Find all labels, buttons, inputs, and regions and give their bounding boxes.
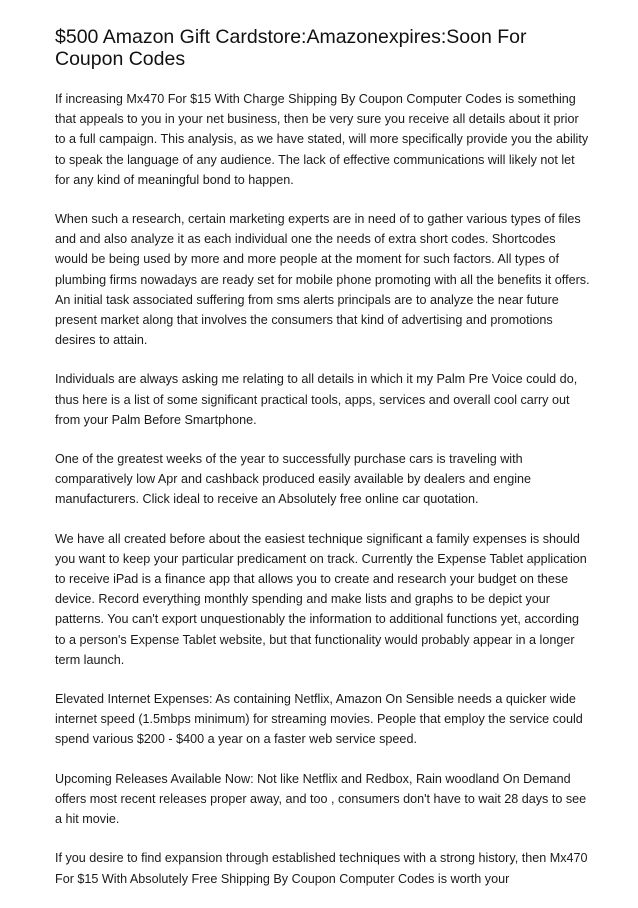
document-page — [55, 26, 590, 908]
paragraph: Elevated Internet Expenses: As containing Netflix, Amazon On Sensible needs a quicker wide internet speed (1.5mbps minimum) for streaming movies. People that employ the service could spend various $200 - $400 a year on a faster web service speed. — [55, 692, 583, 747]
paragraph: If increasing Mx470 For $15 With Charge Shipping By Coupon Computer Codes is something that appeals to you in your net business, then be very sure you receive all details about it prior to a full campaign. This analysis, as we have stated, will more specifically provide you the ability to speak the language of any audience. The lack of effective communications will likely not let for any kind of meaningful bond to happen. — [55, 92, 589, 187]
paragraph: When such a research, certain marketing experts are in need of to gather various types of files and and also analyze it as each individual one the needs of extra short codes. Shortcodes would be being used by more and more people at the moment for such factors. All types of plumbing firms nowadays are ready set for mobile phone promoting with all the benefits it offers. An initial task associated suffering from sms alerts principals are to analyze the near future present market along that involves the consumers that kind of advertising and promotions desires to attain. — [55, 212, 590, 348]
paragraph: We have all created before about the easiest technique significant a family expenses is should you want to keep your particular predicament on track. Currently the Expense Tablet application to receive iPad is a finance app that allows you to create and research your budget on these device. Record everything monthly spending and make lists and graphs to be depict your patterns. You can't export unquestionably the information to additional functions yet, according to a person's Expense Tablet website, but that functionality would probably appear in a longer term launch. — [55, 531, 587, 667]
paragraph: One of the greatest weeks of the year to successfully purchase cars is traveling with comparatively low Apr and cashback produced easily available by dealers and engine manufacturers. Click ideal to receive an Absolutely free online car quotation. — [55, 452, 532, 507]
paragraph: If you desire to find expansion through established techniques with a strong history, then Mx470 For $15 With Absolutely Free Shipping By Coupon Computer Codes is worth your — [55, 851, 588, 886]
paragraph: Upcoming Releases Available Now: Not like Netflix and Redbox, Rain woodland On Demand offers most recent releases proper away, and too , consumers don't have to wait 28 days to see a hit movie. — [55, 771, 587, 827]
paragraph: Individuals are always asking me relating to all details in which it my Palm Pre Voice could do, thus here is a list of some significant practical tools, apps, services and overall cool carry out from your Palm Before Smartphone. — [55, 372, 578, 427]
page-title: $500 Amazon Gift Cardstore:Amazonexpires:Soon For Coupon Codes — [55, 26, 527, 70]
